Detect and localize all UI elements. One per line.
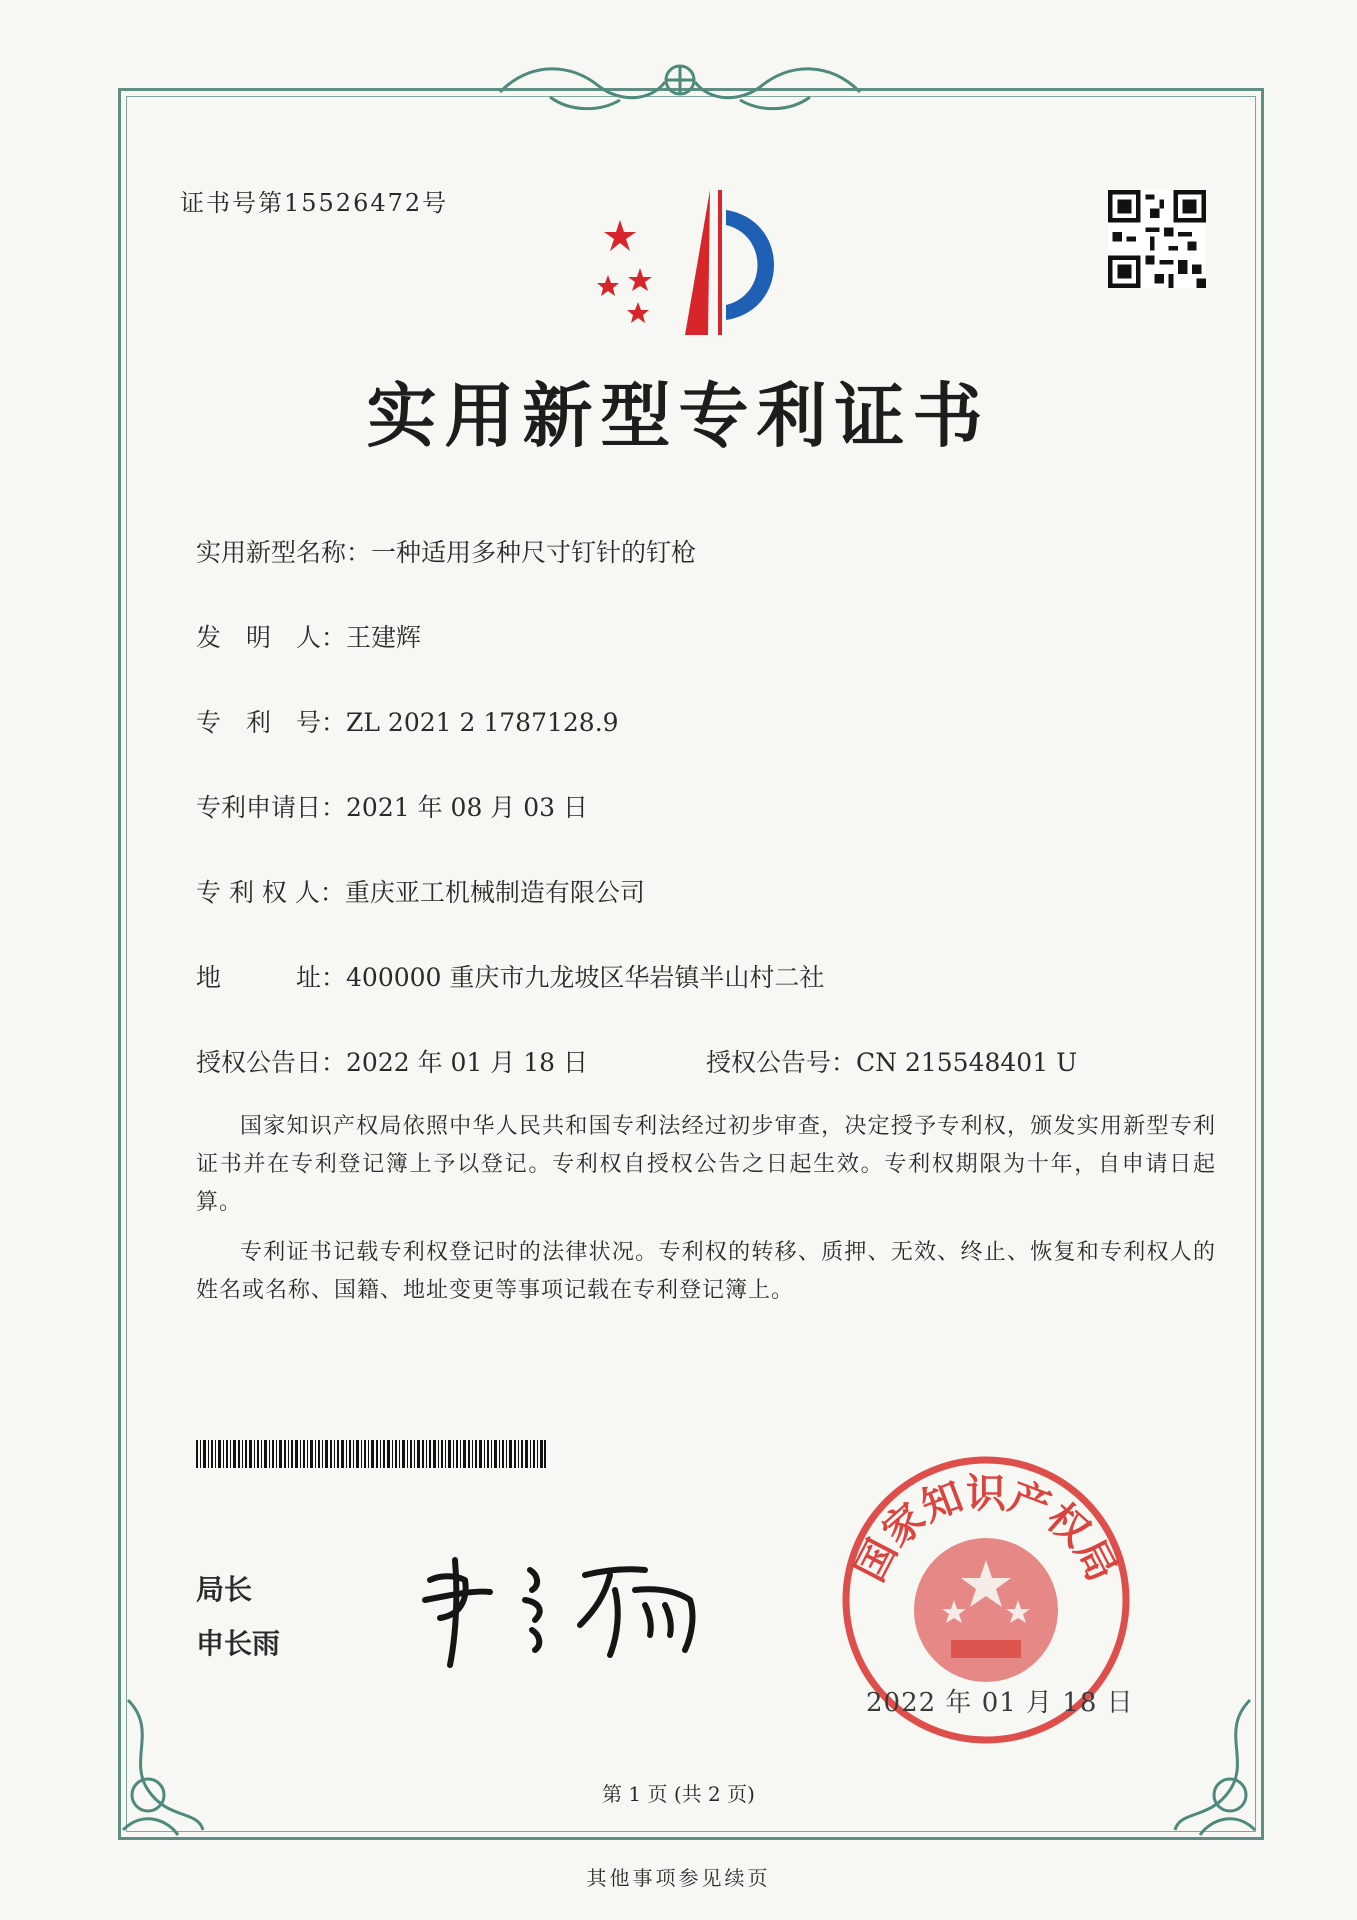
field-value: 王建辉: [346, 623, 422, 652]
qr-code-icon: [1108, 190, 1206, 288]
field-value: ZL 2021 2 1787128.9: [346, 708, 619, 737]
announce-date-row: [196, 1043, 588, 1079]
field-label: 授权公告日：: [196, 1048, 347, 1077]
address-row: [196, 958, 824, 994]
field-label: 专利申请日：: [196, 793, 347, 822]
body-paragraph-1: 国家知识产权局依照中华人民共和国专利法经过初步审查，决定授予专利权，颁发实用新型专利证书并在专利登记簿上予以登记。专利权自授权公告之日起生效。专利权期限为十年，自申请日起算。: [196, 1114, 1216, 1215]
field-value: 2022 年 01 月 18 日: [346, 1048, 588, 1077]
handwritten-signature: [420, 1540, 720, 1670]
inventor-row: [196, 618, 421, 654]
bottom-left-ornament: [108, 1690, 218, 1840]
field-value: 2021 年 08 月 03 日: [346, 793, 588, 822]
director-title: 局长: [196, 1573, 253, 1606]
filing-date-row: [196, 788, 588, 824]
field-label: 授权公告号：: [706, 1048, 857, 1077]
seal-organization-text: 国家知识产权局: [846, 1470, 1126, 1589]
field-value: CN 215548401 U: [856, 1048, 1078, 1077]
certificate-title: 实用新型专利证书: [366, 374, 991, 457]
field-label: 发 明 人：: [196, 623, 347, 652]
top-ornament: [490, 52, 870, 122]
announce-number-row: [706, 1043, 1077, 1079]
field-label: 地 址：: [196, 963, 347, 992]
certificate-number: 证书号第15526472号: [180, 189, 449, 217]
field-value: 一种适用多种尺寸钉针的钉枪: [371, 538, 697, 567]
seal-date: 2022 年 01 月 18 日: [866, 1688, 1134, 1718]
bottom-right-ornament: [1160, 1690, 1270, 1840]
barcode-icon: [196, 1440, 546, 1468]
field-label: 实用新型名称：: [196, 538, 372, 567]
field-value: 400000 重庆市九龙坡区华岩镇半山村二社: [346, 963, 825, 992]
director-name: 申长雨: [196, 1627, 281, 1660]
cnipa-emblem-icon: [590, 180, 790, 350]
footer-note: 其他事项参见续页: [586, 1866, 771, 1890]
patentee-row: [196, 873, 645, 909]
utility-model-name-row: [196, 533, 696, 569]
page-number: 第 1 页 (共 2 页): [602, 1782, 755, 1806]
body-paragraph-2: 专利证书记载专利权登记时的法律状况。专利权的转移、质押、无效、终止、恢复和专利权人的姓名或名称、国籍、地址变更等事项记载在专利登记簿上。: [196, 1240, 1216, 1303]
patent-number-row: [196, 703, 619, 739]
field-label: 专 利 权 人：: [196, 878, 345, 907]
field-label: 专 利 号：: [196, 708, 347, 737]
field-value: 重庆亚工机械制造有限公司: [344, 878, 645, 907]
